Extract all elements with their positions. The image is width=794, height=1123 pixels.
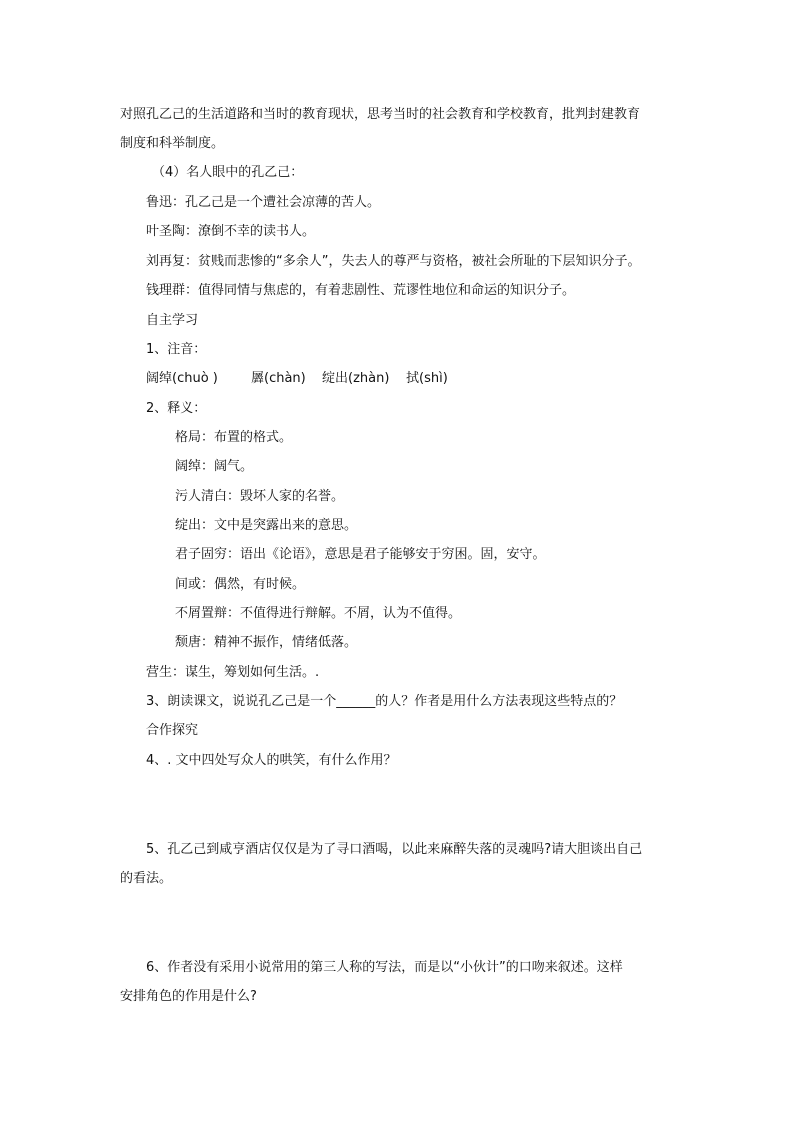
definition-item: 污人清白：毁坏人家的名誉。 <box>175 489 345 504</box>
question-5-line-2: 的看法。 <box>120 871 173 886</box>
definition-item: 不屑置辩：不值得进行辩解。不屑，认为不值得。 <box>175 606 462 621</box>
question-3: 3、朗读课文，说说孔乙己是一个______的人？作者是用什么方法表现这些特点的？ <box>146 694 623 709</box>
pinyin-item-chan: 羼(chàn) <box>251 371 306 386</box>
question-4: 4、. 文中四处写众人的哄笑，有什么作用？ <box>146 753 397 768</box>
definition-item: 君子固穷：语出《论语》，意思是君子能够安于穷困。固，安守。 <box>175 547 546 562</box>
famous-item-luxun: 鲁迅：孔乙己是一个遭社会凉薄的苦人。 <box>146 195 381 210</box>
question-6-line-1: 6、作者没有采用小说常用的第三人称的写法，而是以“小伙计”的口吻来叙述。这样 <box>146 960 623 975</box>
famous-heading: （4）名人眼中的孔乙己： <box>152 165 304 180</box>
self-study-heading: 自主学习 <box>146 313 199 328</box>
intro-line-1: 对照孔乙己的生活道路和当时的教育现状，思考当时的社会教育和学校教育，批判封建教育 <box>120 107 641 122</box>
q1-label: 1、注音： <box>146 342 207 357</box>
famous-item-yeshengtao: 叶圣陶：潦倒不幸的读书人。 <box>146 224 316 239</box>
definition-last: 营生：谋生，筹划如何生活。. <box>146 665 320 680</box>
definition-item: 间或：偶然，有时候。 <box>175 577 306 592</box>
definition-item: 格局：布置的格式。 <box>175 430 293 445</box>
definition-item: 阔绰：阔气。 <box>175 459 254 474</box>
famous-item-qianliqun: 钱理群：值得同情与焦虑的，有着悲剧性、荒谬性地位和命运的知识分子。 <box>146 283 576 298</box>
intro-line-2: 制度和科举制度。 <box>120 136 225 151</box>
famous-item-liuzaifu: 刘再复：贫贱而悲惨的“多余人”，失去人的尊严与资格，被社会所耻的下层知识分子。 <box>146 254 641 269</box>
question-6-line-2: 安排角色的作用是什么? <box>120 989 257 1004</box>
definition-item: 绽出：文中是突露出来的意思。 <box>175 518 358 533</box>
pinyin-item-kuochuo: 阔绰(chuò ) <box>146 371 218 386</box>
pinyin-item-shi: 拭(shì) <box>406 371 448 386</box>
cooperation-heading: 合作探究 <box>146 723 199 738</box>
pinyin-item-zhanchu: 绽出(zhàn) <box>322 371 390 386</box>
q2-label: 2、释义： <box>146 401 207 416</box>
definition-item: 颓唐：精神不振作，情绪低落。 <box>175 635 358 650</box>
question-5-line-1: 5、孔乙己到咸亨酒店仅仅是为了寻口酒喝，以此来麻醉失落的灵魂吗?请大胆谈出自己 <box>146 842 643 857</box>
